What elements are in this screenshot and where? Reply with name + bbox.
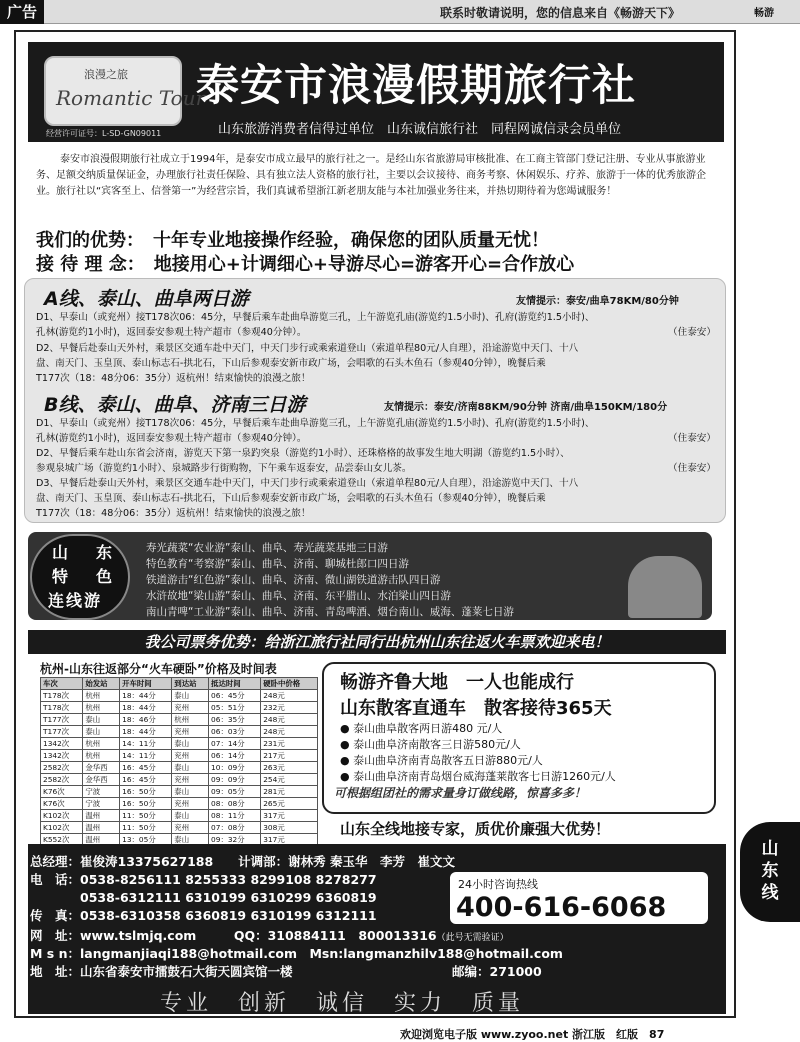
timetable-cell: 217元 xyxy=(261,750,318,762)
timetable-cell: 14：11分 xyxy=(120,750,172,762)
timetable-cell: K102次 xyxy=(41,810,83,822)
timetable-cell: 248元 xyxy=(261,726,318,738)
logo-en-text: Romantic Tour xyxy=(56,86,206,110)
timetable-cell: 07：14分 xyxy=(209,738,261,750)
timetable-row xyxy=(41,702,318,714)
timetable-cell: K76次 xyxy=(41,786,83,798)
timetable-cell: 杭州 xyxy=(83,690,120,702)
route-b-title: B线、泰山、曲阜、济南三日游 xyxy=(44,394,306,416)
timetable-cell: 兖州 xyxy=(172,726,209,738)
timetable-cell: 281元 xyxy=(261,786,318,798)
timetable-cell: 金华西 xyxy=(83,762,120,774)
timetable-cell: 兖州 xyxy=(172,750,209,762)
timetable-cell: 16：45分 xyxy=(120,762,172,774)
source-note: 联系时敬请说明，您的信息来自《畅游天下》 xyxy=(440,6,681,20)
timetable-cell: 泰山 xyxy=(172,690,209,702)
timetable-cell: 06：03分 xyxy=(209,726,261,738)
promo-item: ● 泰山曲阜济南散客三日游580元/人 xyxy=(340,738,521,751)
timetable-cell: 18：44分 xyxy=(120,702,172,714)
timetable-cell: 1342次 xyxy=(41,750,83,762)
timetable-cell: 07：08分 xyxy=(209,822,261,834)
train-timetable xyxy=(40,677,318,858)
contact-address: 地 址：山东省泰安市擂鼓石大街天圆宾馆一楼 xyxy=(30,964,293,979)
special-tour-line: 铁道游击“红色游”泰山、曲阜、济南、微山湖铁道游击队四日游 xyxy=(146,574,441,586)
timetable-cell: 06：45分 xyxy=(209,690,261,702)
timetable-cell: K552次 xyxy=(41,834,83,846)
special-title-1: 山 东 xyxy=(52,543,119,562)
timetable-row xyxy=(41,822,318,834)
timetable-cell: 248元 xyxy=(261,690,318,702)
license-number: 经营许可证号：L-SD-GN09011 xyxy=(46,129,162,138)
special-title-2: 特 色 xyxy=(52,567,119,586)
contact-web xyxy=(30,926,509,944)
timetable-cell: T178次 xyxy=(41,690,83,702)
timetable-cell: 泰山 xyxy=(172,786,209,798)
honors-slogan: 山东旅游消费者信得过单位 山东诚信旅行社 同程网诚信录会员单位 xyxy=(218,122,622,137)
timetable-cell: K76次 xyxy=(41,798,83,810)
special-tour-line: 寿光蔬菜“农业游”泰山、曲阜、寿光蔬菜基地三日游 xyxy=(146,542,388,554)
timetable-cell: 08：08分 xyxy=(209,798,261,810)
promo-headline-2: 山东散客直通车 散客接待365天 xyxy=(340,698,612,719)
promo-note: 可根据组团社的需求量身订做线路，惊喜多多！ xyxy=(334,786,587,800)
timetable-cell: 265元 xyxy=(261,798,318,810)
timetable-cell: 杭州 xyxy=(83,702,120,714)
timetable-cell: T177次 xyxy=(41,714,83,726)
timetable-cell: 16：50分 xyxy=(120,798,172,810)
timetable-cell: 18：44分 xyxy=(120,726,172,738)
timetable-cell: 泰山 xyxy=(172,762,209,774)
logo-cn-text: 浪漫之旅 xyxy=(84,68,128,81)
timetable-cell: T178次 xyxy=(41,702,83,714)
route-b-day1: D1、早泰山（或兖州）接T178次06：45分，早餐后乘车赴曲阜游览三孔，上午游览孔庙(游览约1.5小时)、孔府(游览约1.5小时)、 孔林(游览约1小时)，返回泰安参观土特产超市（参观40分钟）。 （住泰安） xyxy=(36,418,716,444)
timetable-cell: 2582次 xyxy=(41,762,83,774)
timetable-cell: 231元 xyxy=(261,738,318,750)
timetable-cell: 泰山 xyxy=(172,810,209,822)
route-b-day2: D2、早餐后乘车赴山东省会济南，游览天下第一泉趵突泉（游览约1小时）、还珠格格的故事发生地大明湖（游览约1.5小时）、 参观泉城广场（游览约1小时）、泉城路步行街购物，下午乘车返泰安，品尝泰山女儿茶。 （住泰安） xyxy=(36,448,716,474)
timetable-row xyxy=(41,810,318,822)
timetable-cell: 11：50分 xyxy=(120,810,172,822)
timetable-header-cell: 车次 xyxy=(41,678,83,690)
core-values: 专业 创新 诚信 实力 质量 xyxy=(160,991,525,1016)
route-b-day3: D3、早餐后赴泰山天外村，乘景区交通车赴中天门，中天门步行或乘索道登山（索道单程80元/人自理），沿途游览中天门、十八 盘、南天门、玉皇顶、泰山标志石-拱北石，下山后参观泰安新市政广场，会唱歌的石头木鱼石（参观40分钟），晚餐后乘 T177次（18：48分06：35分）返杭州！结束愉快的浪漫之旅！ xyxy=(36,478,579,519)
ad-tag: 广告 xyxy=(0,0,44,24)
special-tour-line: 南山青啤“工业游”泰山、曲阜、济南、青岛啤酒、烟台南山、威海、蓬莱七日游 xyxy=(146,606,514,618)
timetable-cell: 温州 xyxy=(83,834,120,846)
timetable-cell: 1342次 xyxy=(41,738,83,750)
timetable-cell: T177次 xyxy=(41,726,83,738)
timetable-title: 杭州-山东往返部分“火车硬卧”价格及时间表 xyxy=(40,662,277,676)
timetable-row xyxy=(41,690,318,702)
route-a-title: A线、泰山、曲阜两日游 xyxy=(44,288,249,310)
contact-msn[interactable]: M s n：langmanjiaqi188@hotmail.com Msn:langmanzhilv188@hotmail.com xyxy=(30,946,563,961)
special-tour-line: 特色教育“考察游”泰山、曲阜、济南、聊城杜郎口四日游 xyxy=(146,558,409,570)
qq-note: （此号无需验证） xyxy=(436,933,509,943)
timetable-cell: 温州 xyxy=(83,822,120,834)
section-tab-shandong xyxy=(740,822,800,922)
ticket-banner: 我公司票务优势：给浙江旅行社同行出杭州山东往返火车票欢迎来电！ xyxy=(28,630,726,654)
taishan-photo xyxy=(628,556,702,618)
timetable-cell: 宁波 xyxy=(83,798,120,810)
magazine-logo: 畅游 xyxy=(754,8,774,19)
timetable-cell: 泰山 xyxy=(172,738,209,750)
timetable-cell: 温州 xyxy=(83,810,120,822)
route-a-day1: D1、早泰山（或兖州）接T178次06：45分，早餐后乘车赴曲阜游览三孔，上午游览孔庙(游览约1.5小时)、孔府(游览约1.5小时)、 孔林(游览约1小时)，返回泰安参观土特产超市（参观40分钟）。 （住泰安） xyxy=(36,312,716,338)
timetable-cell: 16：50分 xyxy=(120,786,172,798)
timetable-cell: 232元 xyxy=(261,702,318,714)
timetable-cell: 06：14分 xyxy=(209,750,261,762)
timetable-cell: 308元 xyxy=(261,822,318,834)
hotline-label: 24小时咨询热线 xyxy=(458,878,538,891)
timetable-header-cell: 始发站 xyxy=(83,678,120,690)
timetable-cell: K102次 xyxy=(41,822,83,834)
timetable-cell: 05：51分 xyxy=(209,702,261,714)
timetable-row xyxy=(41,798,318,810)
timetable-cell: 317元 xyxy=(261,810,318,822)
timetable-cell: 泰山 xyxy=(172,834,209,846)
timetable-row xyxy=(41,738,318,750)
timetable-cell: 18：46分 xyxy=(120,714,172,726)
timetable-header-cell: 开车时间 xyxy=(120,678,172,690)
timetable-cell: 254元 xyxy=(261,774,318,786)
timetable-cell: 兖州 xyxy=(172,774,209,786)
advantage-line: 我们的优势： 十年专业地接操作经验，确保您的团队质量无忧！ xyxy=(36,230,549,251)
timetable-cell: 08：11分 xyxy=(209,810,261,822)
special-tour-line: 水浒故地“梁山游”泰山、曲阜、济南、东平腊山、水泊梁山四日游 xyxy=(146,590,451,602)
side-tab-text: 山 东 线 xyxy=(761,839,779,903)
timetable-cell: 18：44分 xyxy=(120,690,172,702)
timetable-header-cell: 硬卧中价格 xyxy=(261,678,318,690)
timetable-cell: 金华西 xyxy=(83,774,120,786)
timetable-cell: 杭州 xyxy=(172,714,209,726)
contact-web-text[interactable]: 网 址：www.tslmjq.com QQ：310884111 800013316 xyxy=(30,928,437,943)
timetable-cell: 泰山 xyxy=(83,726,120,738)
timetable-cell: 杭州 xyxy=(83,738,120,750)
timetable-cell: 248元 xyxy=(261,714,318,726)
special-title-3: 连线游 xyxy=(48,591,103,610)
company-intro: 泰安市浪漫假期旅行社成立于1994年，是泰安市成立最早的旅行社之一。是经山东省旅游局审核批准、在工商主管部门登记注册、专业从事旅游业务、足额交纳质量保证金，办理旅行社责任保险、具有独立法人资格的旅行社，主要以会议接待、商务考察、休闲娱乐、疗养、旅游于一体的优秀旅游企业。旅行社以“宾客至上、信誉第一”为经营宗旨，我们真诚希望浙江新老朋友能与本社加强业务往来，并热切期待着为您竭诚服务！ xyxy=(36,154,706,197)
hotline-number[interactable]: 400-616-6068 xyxy=(456,892,667,923)
promo-item: ● 泰山曲阜济南青岛烟台威海蓬莱散客七日游1260元/人 xyxy=(340,770,616,783)
timetable-cell: 09：32分 xyxy=(209,834,261,846)
promo-item: ● 泰山曲阜散客两日游480 元/人 xyxy=(340,722,503,735)
timetable-cell: 06：35分 xyxy=(209,714,261,726)
promo-headline-1: 畅游齐鲁大地 一人也能成行 xyxy=(340,672,574,693)
contact-phone: 0538-6312111 6310199 6310299 6360819 xyxy=(30,890,377,905)
timetable-cell: 09：05分 xyxy=(209,786,261,798)
timetable-cell: 杭州 xyxy=(83,750,120,762)
timetable-row xyxy=(41,750,318,762)
timetable-cell: 兖州 xyxy=(172,798,209,810)
timetable-cell: 泰山 xyxy=(83,714,120,726)
company-name: 泰安市浪漫假期旅行社 xyxy=(196,61,636,111)
expert-slogan: 山东全线地接专家，质优价廉强大优势！ xyxy=(340,820,611,838)
timetable-header-cell: 到达站 xyxy=(172,678,209,690)
promo-item: ● 泰山曲阜济南青岛散客五日游880元/人 xyxy=(340,754,543,767)
timetable-cell: 宁波 xyxy=(83,786,120,798)
timetable-cell: 14：11分 xyxy=(120,738,172,750)
contact-postcode: 邮编：271000 xyxy=(452,964,542,979)
concept-line: 接 待 理 念： 地接用心+计调细心+导游尽心=游客开心=合作放心 xyxy=(36,254,575,275)
timetable-cell: 317元 xyxy=(261,834,318,846)
timetable-row xyxy=(41,714,318,726)
route-a-day2: D2、早餐后赴泰山天外村，乘景区交通车赴中天门，中天门步行或乘索道登山（索道单程80元/人自理），沿途游览中天门、十八 盘、南天门、玉皇顶、泰山标志石-拱北石，下山后参观泰安新市政广场，会唱歌的石头木鱼石（参观40分钟），晚餐后乘 T177次（18：48分06：35分）返杭州！结束愉快的浪漫之旅！ xyxy=(36,343,579,384)
page-footer: 欢迎浏览电子版 www.zyoo.net 浙江版 红版 87 xyxy=(400,1028,665,1041)
timetable-cell: 09：09分 xyxy=(209,774,261,786)
timetable-cell: 263元 xyxy=(261,762,318,774)
timetable-cell: 13：05分 xyxy=(120,834,172,846)
route-b-tip: 友情提示：泰安/济南88KM/90分钟 济南/曲阜150KM/180分 xyxy=(384,402,668,413)
timetable-cell: 兖州 xyxy=(172,702,209,714)
route-a-tip: 友情提示：泰安/曲阜78KM/80分钟 xyxy=(516,296,679,307)
timetable-row xyxy=(41,762,318,774)
contact-phone: 电 话：0538-8256111 8255333 8299108 8278277 xyxy=(30,872,377,887)
timetable-header-cell: 抵达时间 xyxy=(209,678,261,690)
timetable-row xyxy=(41,774,318,786)
contact-fax: 传 真：0538-6310358 6360819 6310199 6312111 xyxy=(30,908,377,923)
timetable-cell: 兖州 xyxy=(172,822,209,834)
timetable-row xyxy=(41,786,318,798)
timetable-cell: 2582次 xyxy=(41,774,83,786)
timetable-row xyxy=(41,726,318,738)
timetable-cell: 10：09分 xyxy=(209,762,261,774)
timetable-cell: 11：50分 xyxy=(120,822,172,834)
timetable-cell: 16：45分 xyxy=(120,774,172,786)
contact-manager: 总经理：崔俊涛13375627188 计调部：谢林秀 秦玉华 李芳 崔文文 xyxy=(30,854,456,869)
